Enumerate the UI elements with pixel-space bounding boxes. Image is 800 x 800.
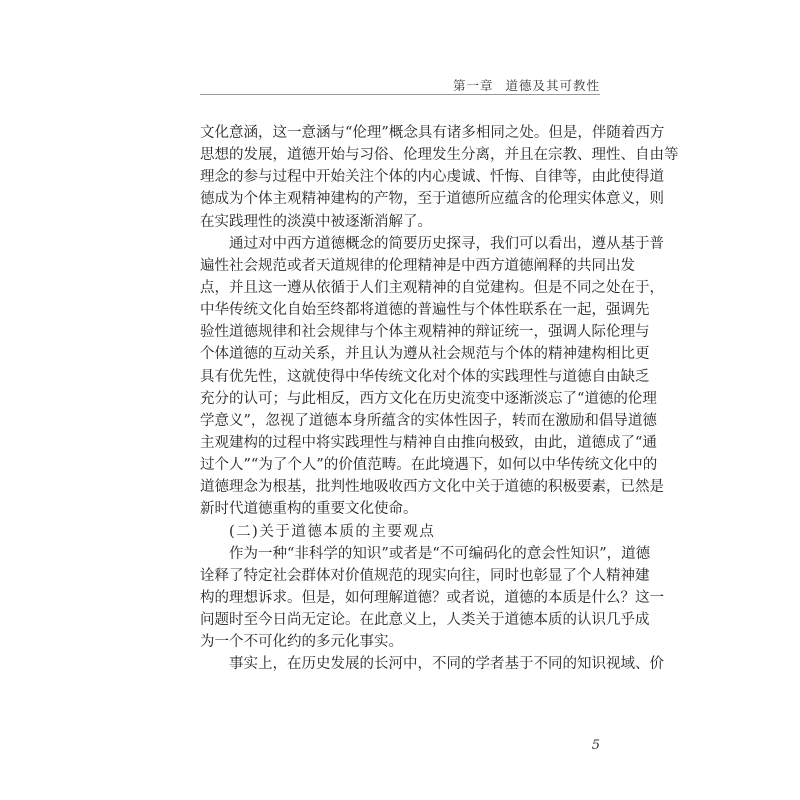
header-rule: [200, 94, 600, 95]
text-line: 道德理念为根基，批判性地吸收西方文化中关于道德的积极要素，已然是: [200, 479, 664, 496]
text-line: 学意义”，忽视了道德本身所蕴含的实体性因子，转而在激励和倡导道德: [200, 412, 657, 429]
chapter-title: 道德及其可教性: [505, 78, 600, 93]
text-line: 点，并且这一遵从依循于人们主观精神的自觉建构。但是不同之处在于，: [200, 279, 664, 296]
text-line: 具有优先性，这就使得中华传统文化对个体的实践理性与道德自由缺乏: [200, 368, 650, 385]
text-line: 作为一种“非科学的知识”或者是“不可编码化的意会性知识”，道德: [229, 545, 651, 562]
text-line: 事实上，在历史发展的长河中，不同的学者基于不同的知识视域、价: [229, 656, 664, 673]
text-line: 新时代道德重构的重要文化使命。: [200, 501, 418, 518]
text-line: 理念的参与过程中开始关注个体的内心虔诚、忏悔、自律等，由此使得道: [200, 169, 664, 186]
text-line: 构的理想诉求。但是，如何理解道德？或者说，道德的本质是什么？这一: [200, 589, 664, 606]
text-line: 充分的认可；与此相反，西方文化在历史流变中逐渐淡忘了“道德的伦理: [200, 390, 657, 407]
running-header: [453, 76, 600, 94]
text-line: 为一个不可化约的多元化事实。: [200, 634, 403, 651]
text-line: 诠释了特定社会群体对价值规范的现实向往，同时也彰显了个人精神建: [200, 567, 650, 584]
text-line: 验性道德规律和社会规律与个体主观精神的辩证统一，强调人际伦理与: [200, 324, 650, 341]
text-line: 过个人”“为了个人”的价值范畴。在此境遇下，如何以中华传统文化中的: [200, 457, 658, 474]
text-line: 文化意涵，这一意涵与“伦理”概念具有诸多相同之处。但是，伴随着西方: [200, 125, 665, 141]
text-line: 遍性社会规范或者天道规律的伦理精神是中西方道德阐释的共同出发: [200, 257, 635, 274]
text-line: 主观建构的过程中将实践理性与精神自由推向极致，由此，道德成了“通: [200, 434, 657, 451]
text-line: 思想的发展，道德开始与习俗、伦理发生分离，并且在宗教、理性、自由等: [200, 147, 679, 164]
text-line: 个体道德的互动关系，并且认为遵从社会规范与个体的精神建构相比更: [200, 346, 650, 363]
text-line: 德成为个体主观精神建构的产物，至于道德所应蕴含的伦理实体意义，则: [200, 191, 664, 208]
section-heading: (二)关于道德本质的主要观点: [229, 523, 436, 540]
page-number: 5: [591, 738, 600, 753]
body-text: [200, 122, 679, 676]
text-line: 在实践理性的淡漠中被逐渐消解了。: [200, 213, 432, 230]
text-line: 中华传统文化自始至终都将道德的普遍性与个体性联系在一起，强调先: [200, 302, 650, 319]
text-line: 问题时至今日尚无定论。在此意义上，人类关于道德本质的认识几乎成: [200, 612, 650, 629]
text-line: 通过对中西方道德概念的简要历史探寻，我们可以看出，遵从基于普: [229, 235, 664, 252]
chapter-number: 第一章: [452, 78, 494, 93]
